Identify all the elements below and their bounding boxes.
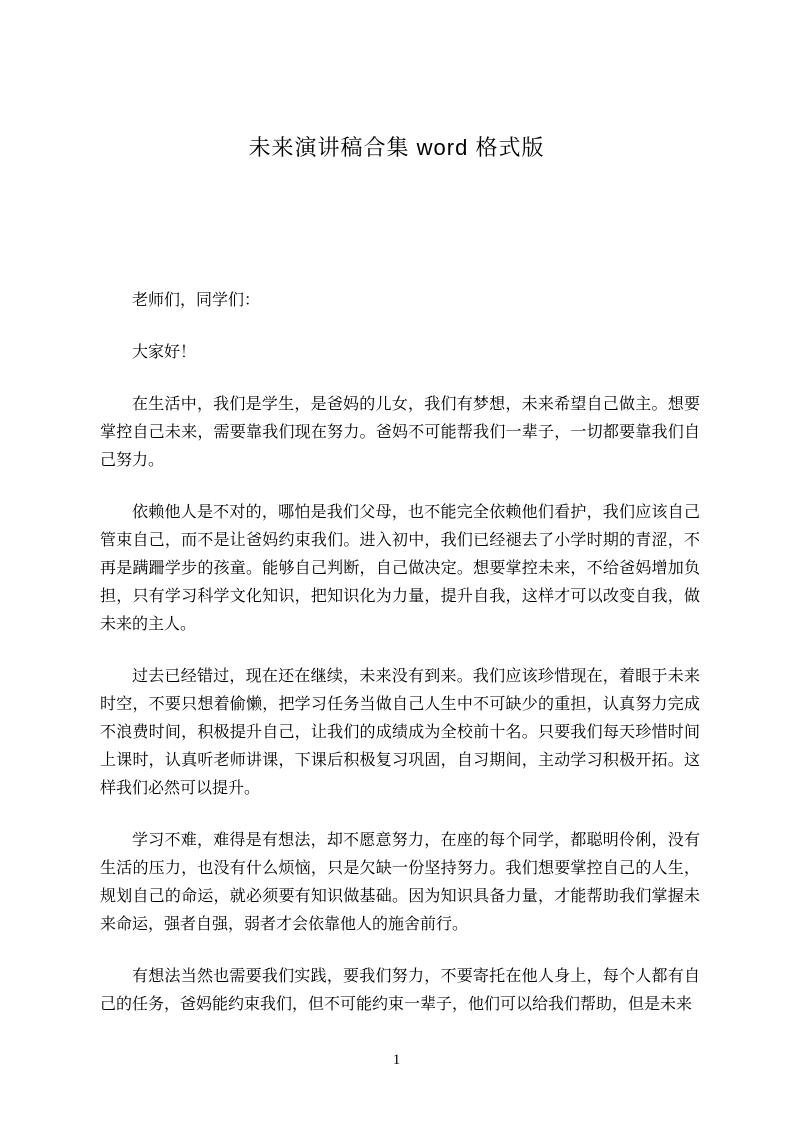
greeting-line: 大家好！ [132,344,197,361]
paragraph: 在生活中，我们是学生，是爸妈的儿女，我们有梦想，未来希望自己做主。想要掌控自己未来，需要靠我们现在努力。爸妈不可能帮我们一辈子，一切都要靠我们自己努力。 [100,396,700,469]
paragraph: 过去已经错过，现在还在继续，未来没有到来。我们应该珍惜现在，着眼于未来时空，不要只想着偷懒，把学习任务当做自己人生中不可缺少的重担，认真努力完成不浪费时间，积极提升自己，让我们的成绩成为全校前十名。只要我们每天珍惜时间上课时，认真听老师讲课，下课后积极复习巩固，自习期间，主动学习积极开拓。这样我们必然可以提升。 [100,668,700,797]
paragraph: 学习不难，难得是有想法，却不愿意努力，在座的每个同学，都聪明伶俐，没有生活的压力，也没有什么烦恼，只是欠缺一份坚持努力。我们想要掌控自己的人生，规划自己的命运，就必须要有知识做基础。因为知识具备力量，才能帮助我们掌握未来命运，强者自强，弱者才会依靠他人的施舍前行。 [100,832,700,933]
document-title: 未来演讲稿合集 word 格式版 [248,135,545,160]
salutation-line: 老师们，同学们： [132,292,261,309]
page-number: 1 [392,1052,401,1068]
paragraph: 依赖他人是不对的，哪怕是我们父母，也不能完全依赖他们看护，我们应该自己管束自己，而不是让爸妈约束我们。进入初中，我们已经褪去了小学时期的青涩，不再是蹒跚学步的孩童。能够自己判断，自己做决定。想要掌控未来，不给爸妈增加负担，只有学习科学文化知识，把知识化为力量，提升自我，这样才可以改变自我，做未来的主人。 [100,504,700,633]
paragraph: 有想法当然也需要我们实践，要我们努力，不要寄托在他人身上，每个人都有自己的任务，爸妈能约束我们，但不可能约束一辈子，他们可以给我们帮助，但是未来 [100,968,700,1013]
document-body [100,287,700,1019]
